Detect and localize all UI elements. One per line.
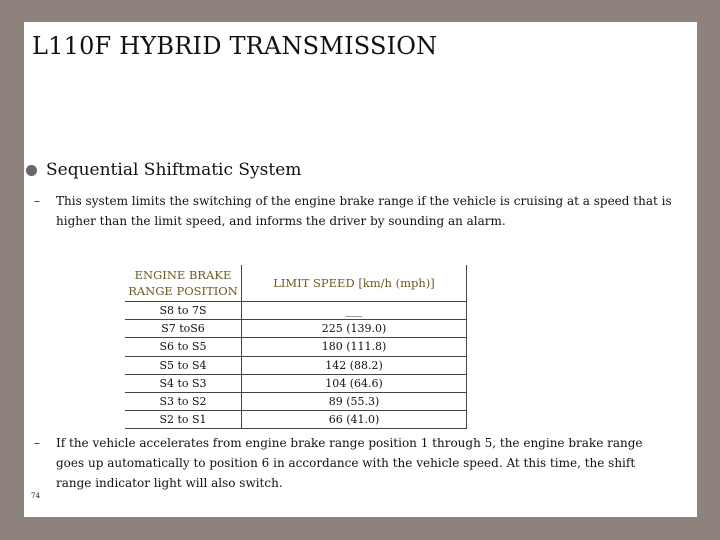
table-row	[125, 374, 467, 392]
range-position-cell: S6 to S5	[125, 338, 242, 356]
limit-speed-cell: 89 (55.3)	[242, 392, 467, 410]
slide-title: L110F HYBRID TRANSMISSION	[32, 32, 438, 60]
limit-speed-cell: 180 (111.8)	[242, 338, 467, 356]
table-header-row	[125, 265, 467, 302]
table-row	[125, 338, 467, 356]
main-bullet-text: Sequential Shiftmatic System	[46, 160, 302, 180]
dash-marker: –	[34, 436, 40, 450]
range-position-cell: S2 to S1	[125, 411, 242, 429]
table-row	[125, 320, 467, 338]
main-bullet	[26, 160, 301, 180]
table-row	[125, 411, 467, 429]
limit-speed-cell: 104 (64.6)	[242, 374, 467, 392]
range-position-cell: S4 to S3	[125, 374, 242, 392]
slide	[24, 22, 697, 517]
range-position-cell: S7 toS6	[125, 320, 242, 338]
description-text: This system limits the switching of the engine brake range if the vehicle is cruising at a speed that is higher than the limit speed, and informs the driver by sounding an alarm.	[56, 194, 672, 228]
range-position-cell: S8 to 7S	[125, 302, 242, 320]
range-position-cell: S5 to S4	[125, 356, 242, 374]
range-position-cell: S3 to S2	[125, 392, 242, 410]
table-row	[125, 392, 467, 410]
table-row	[125, 356, 467, 374]
bullet-dot-icon	[26, 165, 37, 176]
limit-speed-table	[125, 265, 467, 429]
dash-marker: –	[34, 194, 40, 208]
limit-speed-cell: 142 (88.2)	[242, 356, 467, 374]
sub-bullet-description	[24, 191, 674, 231]
acceleration-text: If the vehicle accelerates from engine brake range position 1 through 5, the engine brake range goes up automatically to position 6 in accordance with the vehicle speed. At this time, the shift range indicator light will also switch.	[56, 436, 643, 490]
table-row	[125, 302, 467, 320]
header-limit-speed: LIMIT SPEED [km/h (mph)]	[242, 265, 467, 302]
header-engine-brake-range: ENGINE BRAKE RANGE POSITION	[125, 265, 242, 302]
limit-speed-cell: 225 (139.0)	[242, 320, 467, 338]
sub-bullet-acceleration	[24, 433, 674, 493]
page-number: 74	[31, 492, 40, 500]
limit-speed-cell: 66 (41.0)	[242, 411, 467, 429]
limit-speed-cell: ___	[242, 302, 467, 320]
